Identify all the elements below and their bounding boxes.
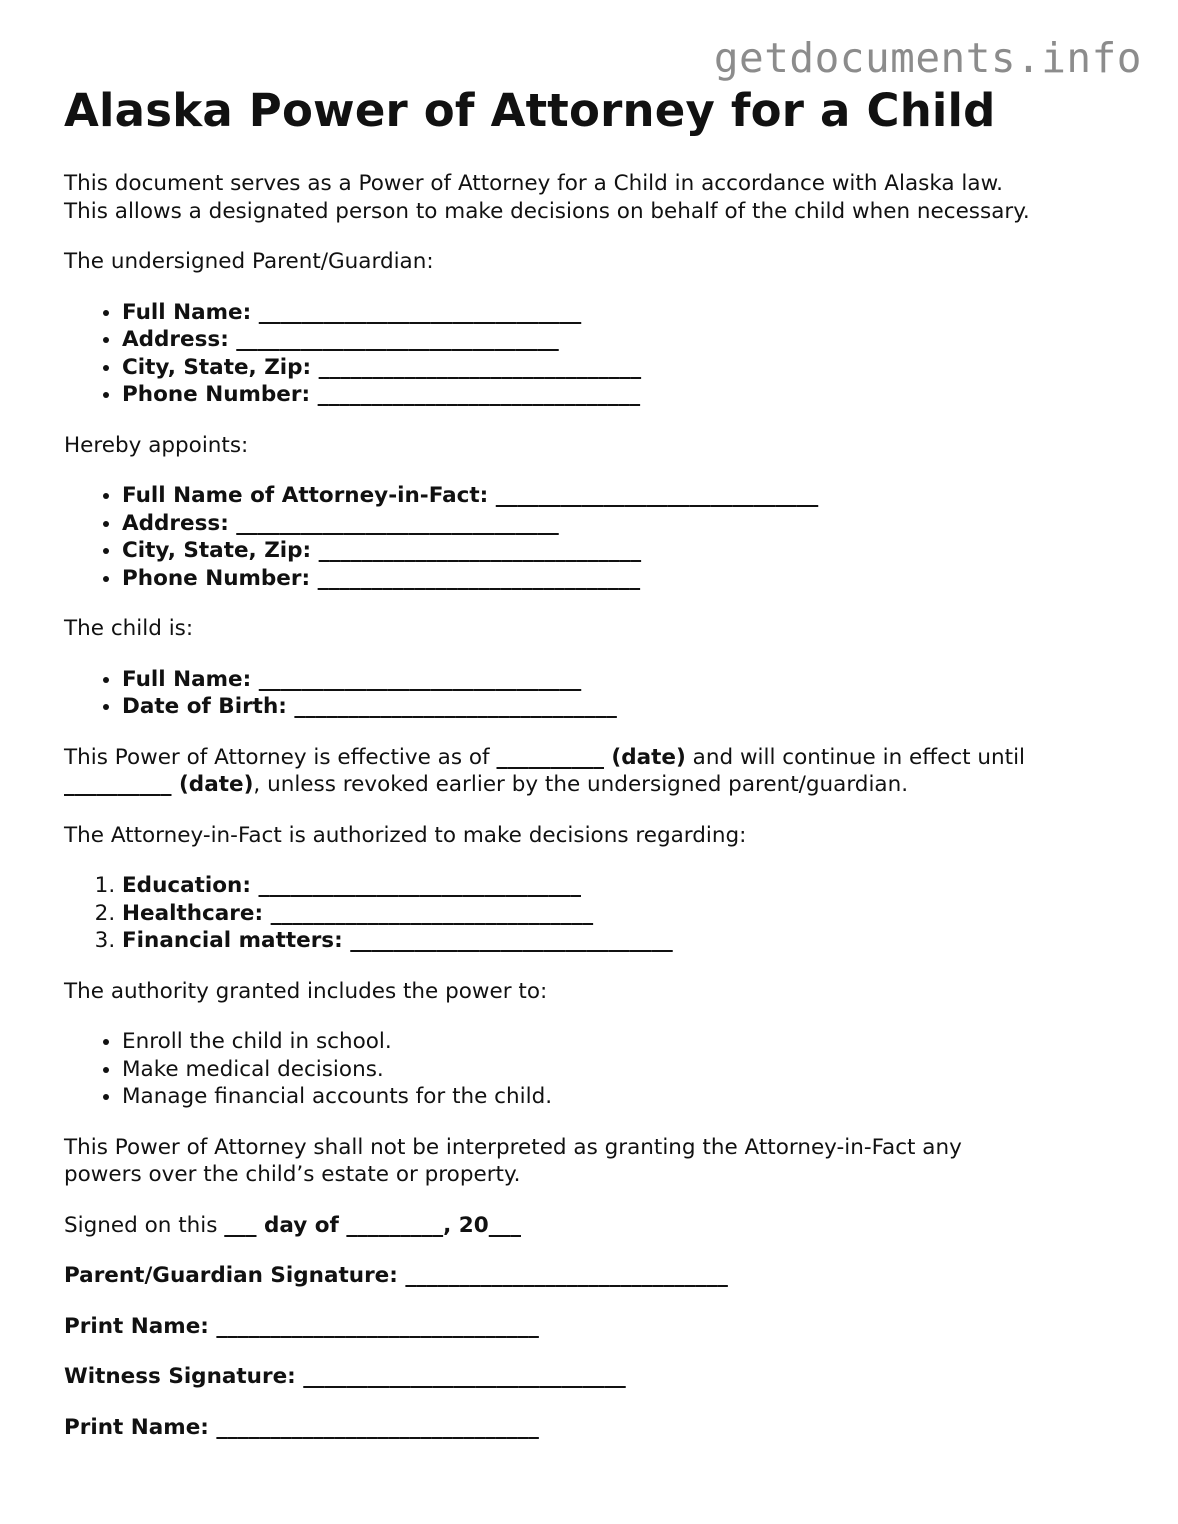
field-label: Address:	[122, 327, 229, 352]
field-blank: ______________________________	[236, 510, 559, 536]
parent-city-state-zip-field[interactable]	[122, 354, 1124, 382]
field-blank: ______________________________	[318, 538, 642, 563]
parent-full-name-field[interactable]	[122, 299, 1124, 327]
child-dob-field[interactable]	[122, 693, 1124, 721]
powers-list	[64, 1028, 1124, 1111]
field-label: Full Name:	[122, 666, 252, 692]
effective-text-1: This Power of Attorney is effective as of	[64, 744, 497, 770]
attorney-fields-list	[64, 482, 1124, 592]
attorney-full-name-field[interactable]	[122, 482, 1124, 510]
list-item: • Manage financial accounts for the child.	[122, 1083, 1124, 1111]
field-blank: ______________________________	[405, 1263, 728, 1288]
field-label: Healthcare:	[122, 900, 264, 926]
document-title: Alaska Power of Attorney for a Child	[64, 84, 996, 137]
field-blank: ______________________________	[294, 694, 617, 719]
field-label: City, State, Zip:	[122, 354, 312, 380]
attorney-heading: Hereby appoints:	[64, 432, 249, 458]
field-blank: ______________________________	[270, 900, 594, 926]
healthcare-field[interactable]	[122, 900, 1124, 928]
effective-start-date-field[interactable]	[496, 745, 685, 770]
field-label: Phone Number:	[122, 382, 311, 407]
signed-prefix: Signed on this	[64, 1212, 225, 1238]
parent-phone-field[interactable]	[122, 381, 1124, 409]
signed-date-blanks: ___ day of _________, 20___	[224, 1212, 521, 1238]
date-label: (date)	[603, 744, 686, 770]
field-blank: ______________________________	[317, 382, 641, 407]
decisions-list	[64, 872, 1124, 955]
witness-signature-field[interactable]	[64, 1363, 1124, 1391]
watermark: getdocuments.info	[713, 34, 1142, 82]
attorney-address-field[interactable]	[122, 510, 1124, 538]
powers-heading: The authority granted includes the power to:	[64, 978, 548, 1004]
field-label: City, State, Zip:	[122, 538, 312, 563]
date-blank: __________	[496, 744, 604, 770]
field-blank: ______________________________	[258, 666, 582, 692]
parent-heading: The undersigned Parent/Guardian:	[64, 249, 434, 274]
limitation-line-2: powers over the child’s estate or property.	[64, 1162, 521, 1187]
field-label: Full Name:	[122, 299, 252, 325]
witness-print-name-field[interactable]	[64, 1414, 1124, 1442]
attorney-phone-field[interactable]	[122, 565, 1124, 593]
child-full-name-field[interactable]	[122, 666, 1124, 694]
field-blank: ______________________________	[495, 483, 819, 508]
field-blank: ______________________________	[317, 565, 641, 591]
effective-text-3: , unless revoked earlier by the undersigned parent/guardian.	[253, 772, 909, 797]
attorney-city-state-zip-field[interactable]	[122, 537, 1124, 565]
limitation-line-1: This Power of Attorney shall not be interpreted as granting the Attorney-in-Fact any	[64, 1134, 962, 1160]
field-blank: ______________________________	[236, 327, 559, 352]
child-heading: The child is:	[64, 616, 194, 641]
field-label: Phone Number:	[122, 565, 311, 591]
date-blank: __________	[64, 772, 172, 797]
field-blank: ______________________________	[258, 873, 581, 898]
field-label: Full Name of Attorney-in-Fact:	[122, 483, 489, 508]
field-label: Print Name:	[64, 1414, 209, 1440]
list-item: • Enroll the child in school.	[122, 1028, 1124, 1056]
field-label: Financial matters:	[122, 928, 343, 953]
parent-fields-list	[64, 299, 1124, 409]
limitation-paragraph	[64, 1134, 1124, 1189]
field-label: Witness Signature:	[64, 1364, 296, 1389]
document-page	[64, 86, 1124, 1441]
field-label: Education:	[122, 873, 251, 898]
field-label: Parent/Guardian Signature:	[64, 1263, 398, 1288]
intro-paragraph	[64, 170, 1124, 225]
effective-paragraph	[64, 744, 1124, 799]
intro-line-2: This allows a designated person to make decisions on behalf of the child when necessary.	[64, 198, 1030, 224]
signed-date-line[interactable]	[64, 1212, 1124, 1240]
decisions-heading: The Attorney-in-Fact is authorized to make decisions regarding:	[64, 822, 747, 848]
field-label: Date of Birth:	[122, 694, 287, 719]
effective-text-2: and will continue in effect until	[685, 744, 1026, 770]
field-blank: ______________________________	[350, 928, 673, 953]
financial-matters-field[interactable]	[122, 927, 1124, 955]
field-label: Print Name:	[64, 1313, 209, 1339]
field-label: Address:	[122, 510, 229, 536]
field-blank: ______________________________	[258, 299, 582, 325]
parent-address-field[interactable]	[122, 326, 1124, 354]
child-fields-list	[64, 666, 1124, 721]
list-item: • Make medical decisions.	[122, 1056, 1124, 1084]
education-field[interactable]	[122, 872, 1124, 900]
field-blank: ______________________________	[303, 1364, 626, 1389]
field-blank: ______________________________	[216, 1313, 539, 1339]
intro-line-1: This document serves as a Power of Attorney for a Child in accordance with Alaska law.	[64, 171, 1004, 196]
field-blank: ______________________________	[216, 1414, 539, 1440]
date-label: (date)	[171, 772, 254, 797]
parent-signature-field[interactable]	[64, 1262, 1124, 1290]
parent-print-name-field[interactable]	[64, 1313, 1124, 1341]
field-blank: ______________________________	[318, 354, 642, 380]
effective-end-date-field[interactable]	[64, 772, 253, 797]
